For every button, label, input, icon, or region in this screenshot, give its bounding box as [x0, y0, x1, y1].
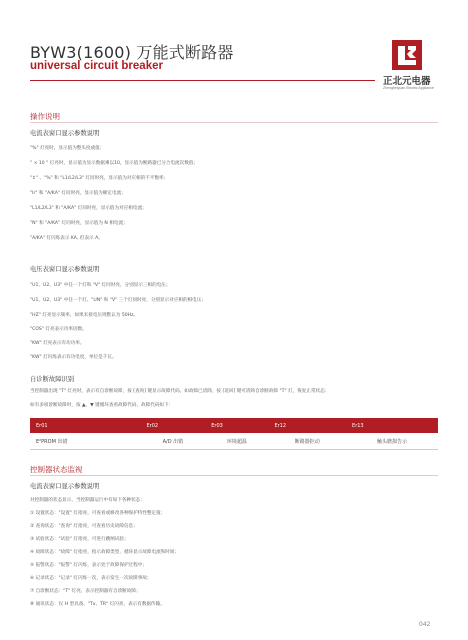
fault-code-header-row — [30, 418, 438, 433]
controller-status-1: ① 设置状态："设置" 灯指亮，可查看或修改各种保护特性整定值； — [30, 511, 166, 516]
controller-params-title: 电流表窗口显示参数说明 — [30, 483, 100, 490]
controller-status-5: ⑤ 报警状态："报警" 灯闪烁，表示处于故障保护过程中； — [30, 563, 147, 568]
controller-status-2: ② 查询状态："查询" 灯指亮，可查看历史故障信息； — [30, 524, 138, 529]
section-divider — [30, 475, 438, 476]
voltage-line-4: "COS" 灯亮表示功率因数。 — [30, 327, 87, 332]
current-line-3: "↕" 、"%" 和 "L1/L2/L3" 灯同时亮，显示值为对应相的不平衡率； — [30, 176, 169, 181]
controller-status-6: ⑥ 记录状态："记录" 灯闪烁一次，表示发生一次故障事故； — [30, 576, 152, 581]
brand-logo — [383, 40, 433, 100]
fault-code-value: E²PROM 出错 — [30, 433, 141, 450]
fault-code-value: 触头磨损告示 — [346, 433, 438, 450]
current-line-5: "L1/L2/L3" 和 "A/KA" 灯同时亮，显示值为对应相电流； — [30, 206, 147, 211]
voltage-line-6: "KW" 灯闪烁表示有功电度，单位是千瓦。 — [30, 355, 117, 360]
controller-status-4: ④ 故障状态："故障" 灯指亮，指示故障类型，循环显示故障电流和时间； — [30, 550, 180, 555]
page-number: 042 — [419, 621, 431, 628]
controller-status-8: ⑧ 通讯状态：仅 H 型具备，"Tx、TR" 灯闪亮，表示有数据传输。 — [30, 602, 165, 607]
self-diagnosis-title: 自诊断故障识别 — [30, 376, 75, 383]
controller-status-7: ⑦ 自诊断状态："T" 灯亮，表示控制器有自诊断故障； — [30, 589, 141, 594]
header-divider — [30, 80, 375, 81]
fault-code-table — [30, 418, 438, 450]
fault-code-header: Er12 — [268, 418, 346, 433]
current-line-1: "%" 灯亮时，显示值为整头度或值； — [30, 146, 105, 151]
voltage-line-3: "HZ" 灯亮显示频率，如果未接电压则默认为 50Hz。 — [30, 313, 139, 318]
current-line-2: " × 10 " 灯亮时，显示值为显示数据乘以10，显示值为断路器已分合电流次数值； — [30, 161, 199, 166]
fault-code-header: Er03 — [205, 418, 268, 433]
voltage-line-1: "U1、U2、U3" 中任一个灯和 "V" 灯同时亮，分别显示三相的电压； — [30, 283, 171, 288]
logo-mark-icon — [392, 40, 422, 70]
logo-name: 正北元电器 — [383, 76, 431, 87]
fault-code-header: Er01 — [30, 418, 141, 433]
fault-code-header: Er02 — [141, 418, 206, 433]
page-title: BYW3(1600) 万能式断路器 — [30, 43, 234, 62]
section-heading-operation: 操作说明 — [30, 112, 60, 121]
fault-code-value: 断路器拒动 — [268, 433, 346, 450]
self-diagnosis-line-1: 当控制器出现 "T" 灯亮时，表示有自诊断故障，按 [查询] 键显示故障代码。如故障已清除，按 [返回] 键可清除自诊断故障 "T" 灯，恢复正常状态； — [30, 389, 330, 394]
current-line-6: "N" 和 "A/KA" 灯同时亮，显示值为 N 相电流； — [30, 221, 128, 226]
current-line-4: "Ir" 和 "A/KA" 灯同时亮，显示值为额定电流； — [30, 191, 126, 196]
controller-status-3: ③ 试验状态："试验" 灯指亮，可进行跳闸试验； — [30, 537, 129, 542]
fault-code-header: Er13 — [346, 418, 438, 433]
page-subtitle: universal circuit breaker — [30, 60, 163, 72]
voltage-line-5: "KW" 灯亮表示有功功率。 — [30, 341, 85, 346]
self-diagnosis-line-2: 如有多项诊断故障时，按 ▲、▼ 键循环查看故障代码，故障代码如下： — [30, 403, 174, 408]
controller-intro: 对控制器的状态显示，当控制器运行中有如下各种状态： — [30, 498, 145, 503]
fault-code-value: 环境超温 — [205, 433, 268, 450]
section-divider — [30, 122, 438, 123]
voltage-params-title: 电压表窗口显示参数说明 — [30, 266, 100, 273]
voltage-line-2: "U1、U2、U3" 中任一个灯、"UN" 和 "V" 三个灯同时亮，分别显示对应相的相电压； — [30, 298, 206, 303]
section-heading-controller: 控制器状态监视 — [30, 465, 83, 474]
fault-code-value-row — [30, 433, 438, 450]
logo-subtitle: Zhengbeiyuan Electric Appliance — [383, 86, 434, 90]
fault-code-value: A/D 出错 — [141, 433, 206, 450]
current-line-7: "A/KA" 灯闪烁表示 KA, 但表示 A。 — [30, 236, 103, 241]
current-params-title: 电流表窗口显示参数说明 — [30, 130, 100, 137]
